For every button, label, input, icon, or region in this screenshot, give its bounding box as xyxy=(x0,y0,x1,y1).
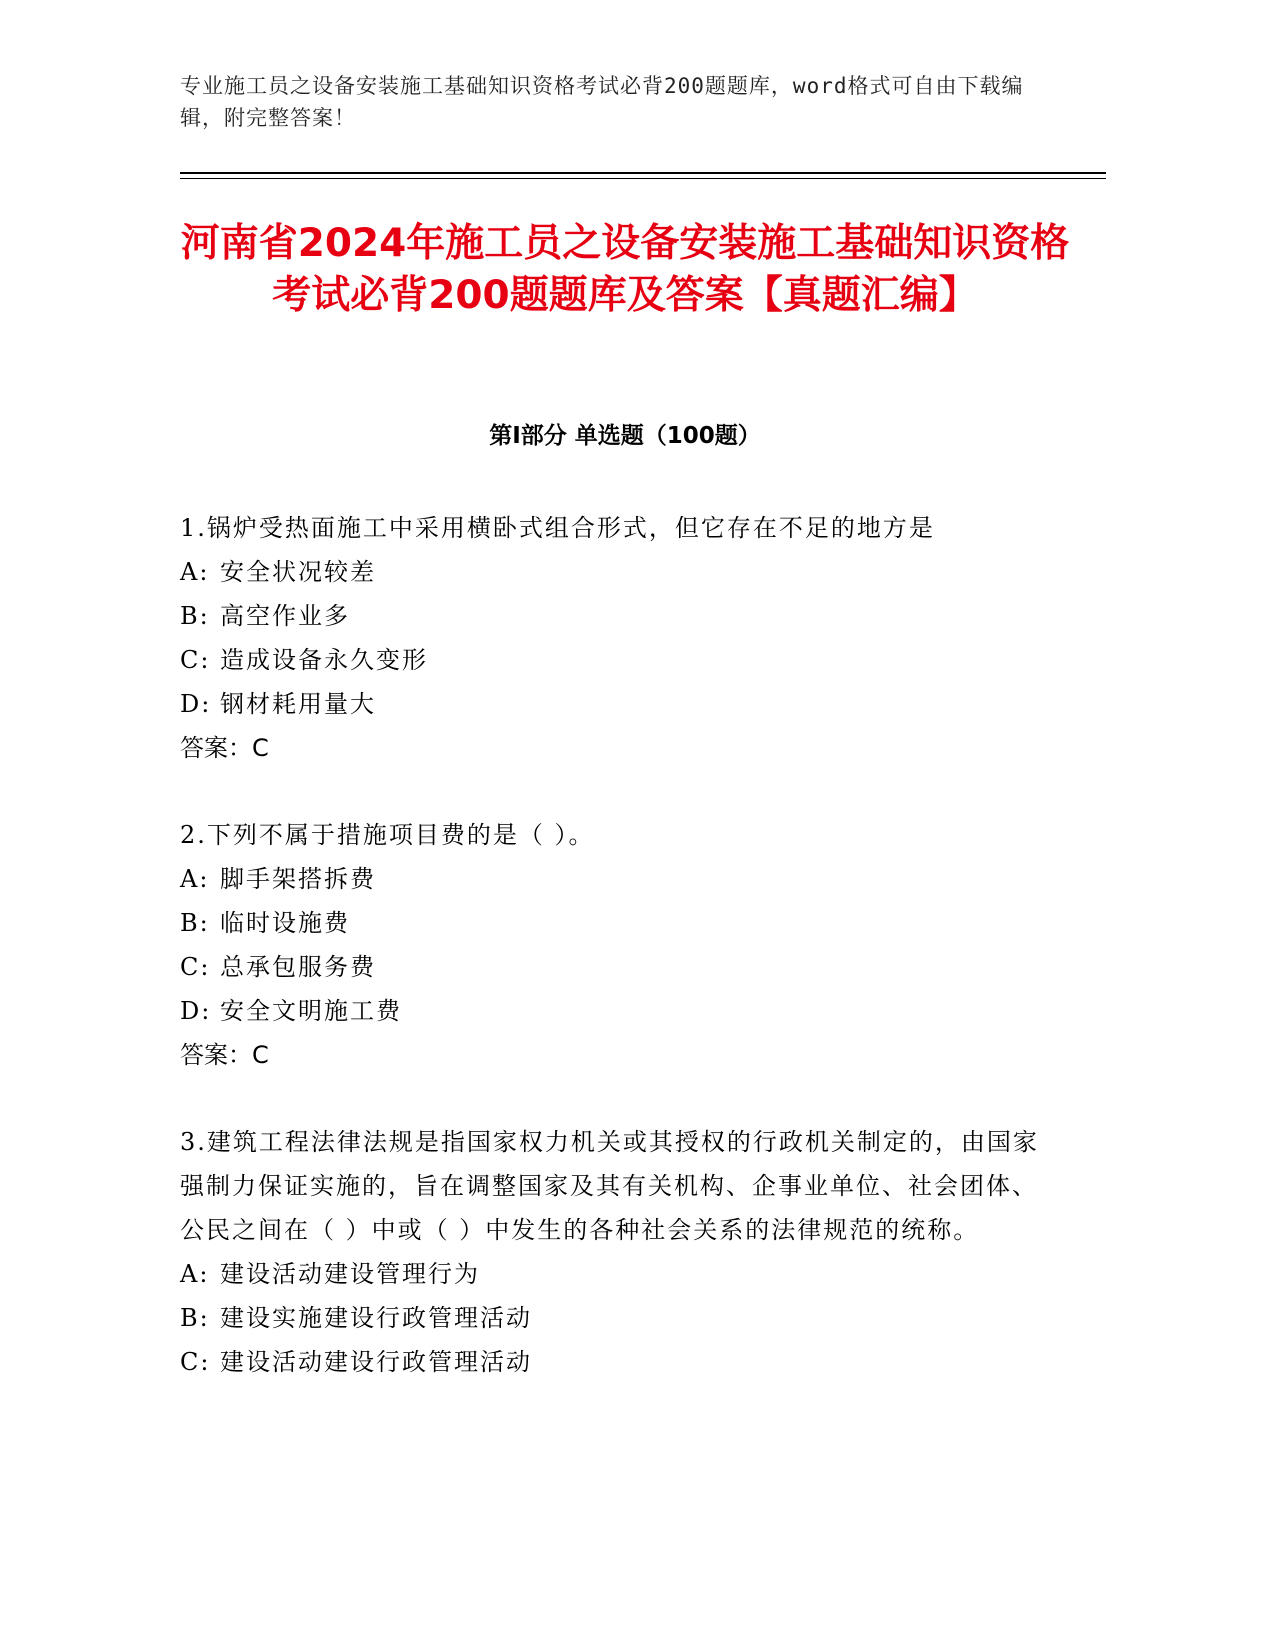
option-text: 临时设施费 xyxy=(220,909,350,937)
question-stem: 2.下列不属于措施项目费的是（ ）。 xyxy=(180,821,595,849)
option-a xyxy=(180,550,1060,594)
option-key: D: xyxy=(180,997,212,1025)
option-key: C: xyxy=(180,953,211,981)
option-text: 造成设备永久变形 xyxy=(220,646,428,674)
header-note: 专业施工员之设备安装施工基础知识资格考试必背200题题库，word格式可自由下载编辑，附完整答案！ xyxy=(180,74,1024,130)
header-divider-thick xyxy=(180,172,1106,174)
question-3 xyxy=(180,1120,1060,1384)
option-text: 安全文明施工费 xyxy=(220,997,402,1025)
option-d xyxy=(180,682,1060,726)
option-text: 建设活动建设管理行为 xyxy=(220,1260,480,1288)
option-a xyxy=(180,1252,1060,1296)
part-heading: 第Ⅰ部分 单选题（100题） xyxy=(489,423,761,449)
option-text: 建设活动建设行政管理活动 xyxy=(220,1348,532,1376)
option-key: B: xyxy=(180,1304,210,1332)
option-text: 钢材耗用量大 xyxy=(220,690,376,718)
question-answer: 答案：C xyxy=(180,734,269,762)
option-text: 建设实施建设行政管理活动 xyxy=(220,1304,532,1332)
option-text: 高空作业多 xyxy=(220,602,350,630)
option-key: A: xyxy=(180,1260,210,1288)
option-key: B: xyxy=(180,602,210,630)
header-divider-thin xyxy=(180,178,1106,179)
option-c xyxy=(180,638,1060,682)
option-key: A: xyxy=(180,558,210,586)
option-d xyxy=(180,989,1060,1033)
option-text: 安全状况较差 xyxy=(220,558,376,586)
option-key: C: xyxy=(180,646,211,674)
option-text: 总承包服务费 xyxy=(220,953,376,981)
option-c xyxy=(180,1340,1060,1384)
option-key: B: xyxy=(180,909,210,937)
option-key: D: xyxy=(180,690,212,718)
document-title: 河南省2024年施工员之设备安装施工基础知识资格考试必背200题题库及答案【真题汇编】 xyxy=(180,221,1070,318)
question-1 xyxy=(180,506,1060,770)
question-list xyxy=(180,506,1060,1427)
option-b xyxy=(180,1296,1060,1340)
question-answer: 答案：C xyxy=(180,1041,269,1069)
option-b xyxy=(180,901,1060,945)
question-2 xyxy=(180,813,1060,1077)
option-a xyxy=(180,857,1060,901)
option-c xyxy=(180,945,1060,989)
question-stem: 3.建筑工程法律法规是指国家权力机关或其授权的行政机关制定的，由国家强制力保证实施的，旨在调整国家及其有关机构、企事业单位、社会团体、公民之间在（ ）中或（ ）中发生的各种社会关系的法律规范的统称。 xyxy=(180,1128,1039,1244)
option-b xyxy=(180,594,1060,638)
option-text: 脚手架搭拆费 xyxy=(220,865,376,893)
option-key: A: xyxy=(180,865,210,893)
option-key: C: xyxy=(180,1348,211,1376)
question-stem: 1.锅炉受热面施工中采用横卧式组合形式，但它存在不足的地方是 xyxy=(180,514,935,542)
